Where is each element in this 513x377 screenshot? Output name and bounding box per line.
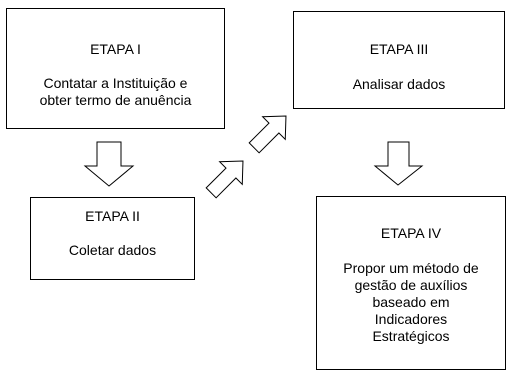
step-description: Propor um método de gestão de auxílios baseado em Indicadores Estratégicos	[343, 260, 479, 344]
step-box-etapa-4	[316, 196, 506, 370]
step-description: Contatar a Instituição e obter termo de anuência	[39, 75, 192, 108]
arrow-down-icon	[375, 142, 422, 185]
step-title: ETAPA III	[369, 41, 429, 57]
step-box-etapa-2	[30, 197, 195, 280]
step-box-etapa-3	[293, 11, 505, 109]
step-box-etapa-1	[6, 8, 225, 129]
step-description: Analisar dados	[352, 76, 446, 92]
step-description: Coletar dados	[68, 242, 157, 258]
arrow-up-right-icon	[243, 105, 297, 159]
arrow-up-right-icon	[200, 150, 254, 204]
arrow-down-icon	[85, 142, 133, 186]
step-title: ETAPA IV	[380, 225, 442, 241]
step-title: ETAPA I	[90, 41, 141, 57]
step-title: ETAPA II	[85, 208, 140, 224]
